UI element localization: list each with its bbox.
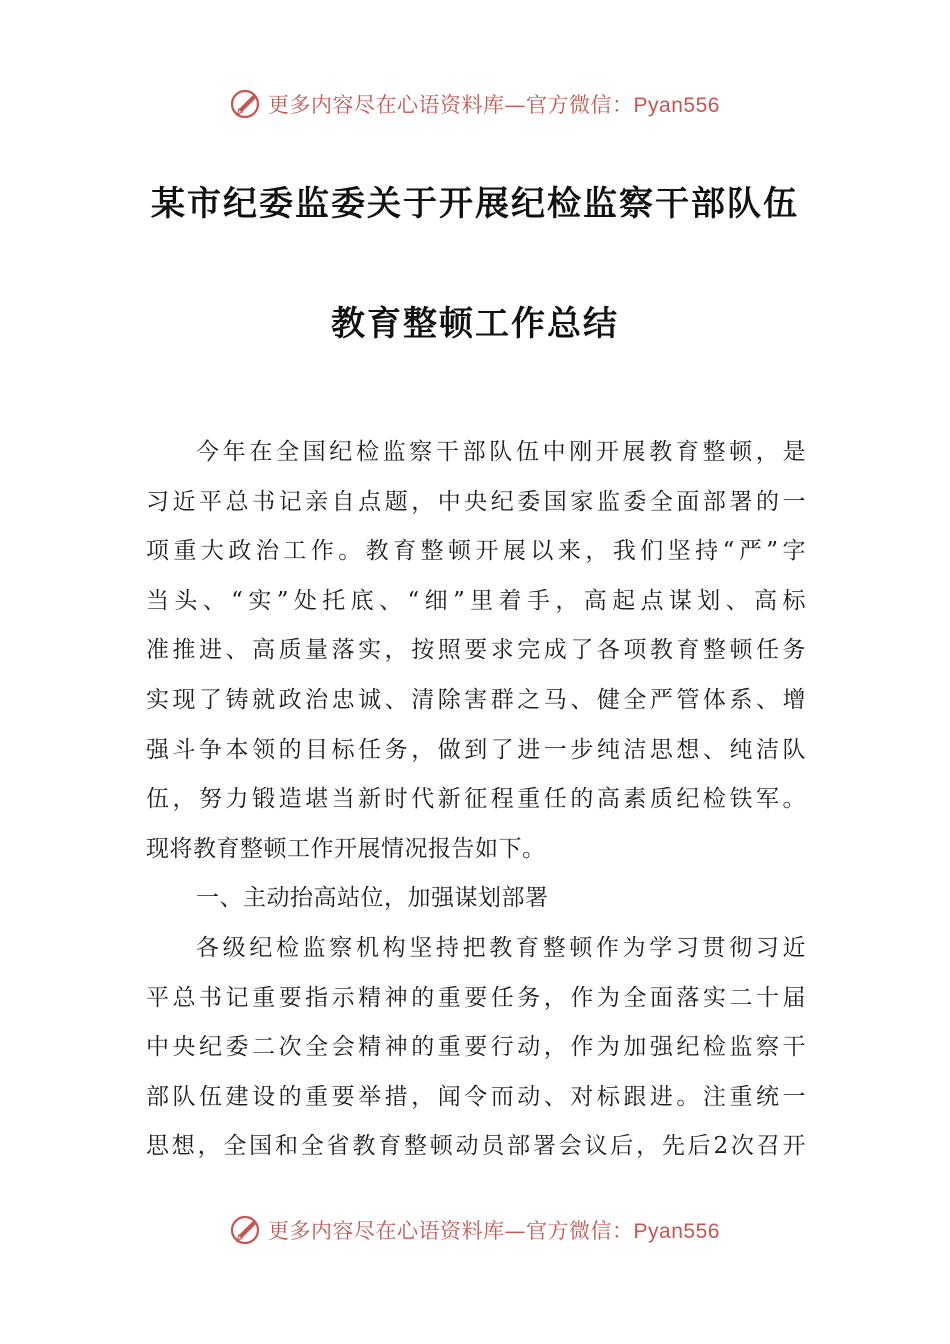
body-line: 部队伍建设的重要举措，闻令而动、对标跟进。注重统一 bbox=[146, 1083, 806, 1110]
body-line: 项重大政治工作。教育整顿开展以来，我们坚持“严”字 bbox=[146, 538, 806, 565]
body-line: 伍，努力锻造堪当新时代新征程重任的高素质纪检铁军。 bbox=[146, 786, 806, 813]
body-line: 强斗争本领的目标任务，做到了进一步纯洁思想、纯洁队 bbox=[146, 736, 806, 763]
body-line: 当头、“实”处托底、“细”里着手，高起点谋划、高标 bbox=[146, 587, 806, 614]
doc-title-line-2: 教育整顿工作总结 bbox=[331, 304, 619, 344]
body-line: 各级纪检监察机构坚持把教育整顿作为学习贯彻习近 bbox=[196, 934, 806, 961]
banner-caption: 更多内容尽在心语资料库—官方微信： bbox=[268, 1219, 634, 1243]
body-line: 实现了铸就政治忠诚、清除害群之马、健全严管体系、增 bbox=[146, 686, 806, 713]
pen-logo-icon bbox=[230, 1213, 264, 1247]
doc-body bbox=[146, 428, 806, 1172]
footer-banner bbox=[0, 1210, 950, 1250]
pen-logo-icon bbox=[230, 87, 264, 121]
header-banner bbox=[0, 84, 950, 124]
body-line: 平总书记重要指示精神的重要任务，作为全面落实二十届 bbox=[146, 984, 806, 1011]
body-line: 现将教育整顿工作开展情况报告如下。 bbox=[146, 835, 546, 862]
section-heading: 一、主动抬高站位，加强谋划部署 bbox=[196, 885, 549, 912]
banner-caption: 更多内容尽在心语资料库—官方微信： bbox=[268, 93, 634, 117]
body-line: 思想，全国和全省教育整顿动员部署会议后，先后2次召开 bbox=[146, 1133, 806, 1160]
banner-text bbox=[268, 1215, 720, 1245]
banner-text bbox=[268, 89, 720, 119]
body-line: 习近平总书记亲自点题，中央纪委国家监委全面部署的一 bbox=[146, 488, 806, 515]
body-line: 准推进、高质量落实，按照要求完成了各项教育整顿任务 bbox=[146, 637, 806, 664]
doc-title-line-1: 某市纪委监委关于开展纪检监察干部队伍 bbox=[151, 184, 799, 224]
body-line: 今年在全国纪检监察干部队伍中刚开展教育整顿，是 bbox=[196, 439, 806, 465]
wechat-id: Pyan556 bbox=[633, 94, 720, 117]
body-line: 中央纪委二次全会精神的重要行动，作为加强纪检监察干 bbox=[146, 1034, 806, 1061]
wechat-id: Pyan556 bbox=[633, 1220, 720, 1243]
